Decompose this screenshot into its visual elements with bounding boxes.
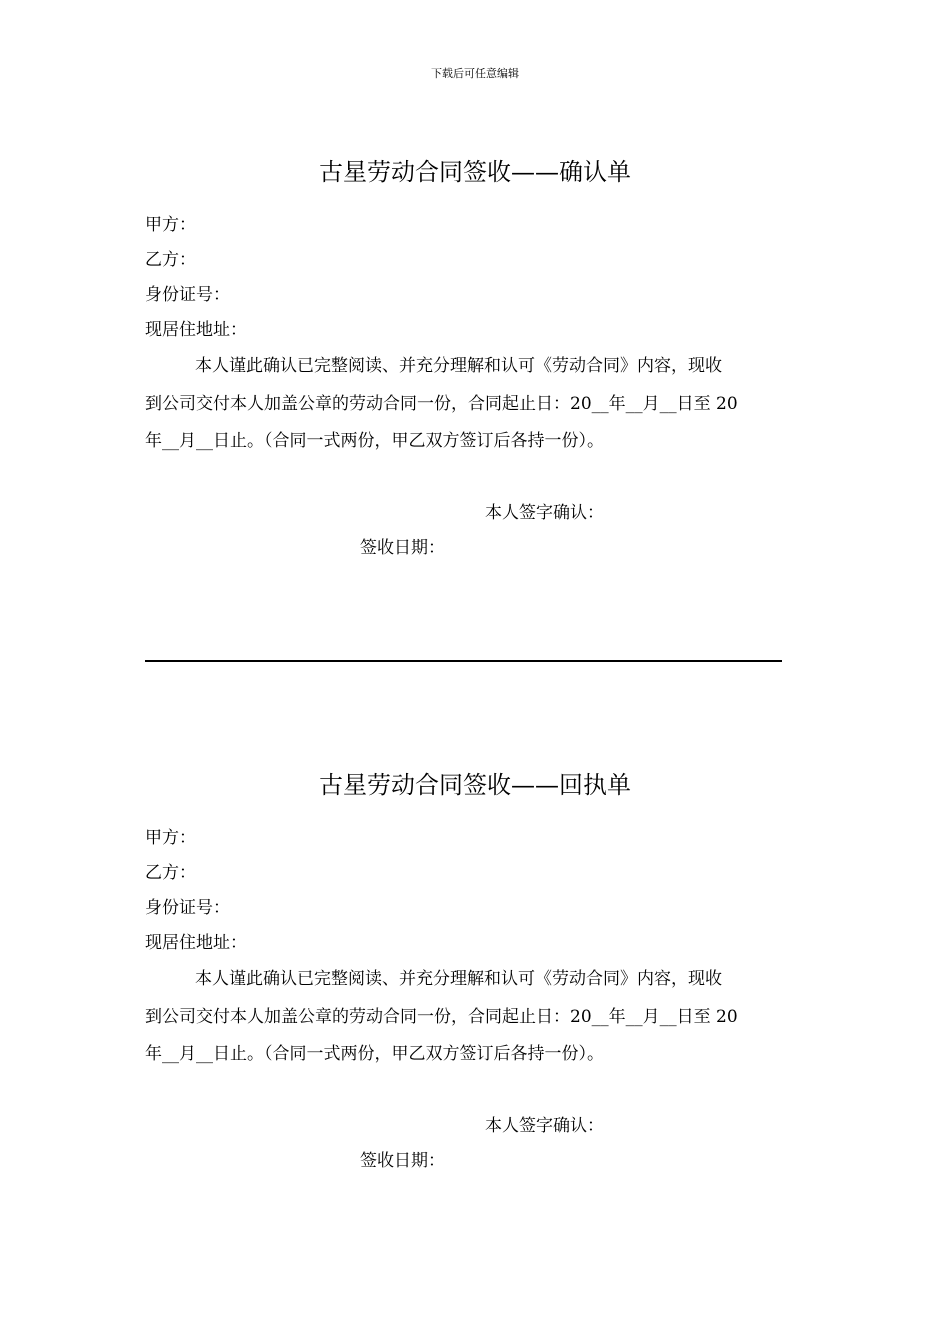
paragraph-line: 本人谨此确认已完整阅读、并充分理解和认可《劳动合同》内容，现收 (195, 969, 722, 989)
address-label: 现居住地址： (145, 933, 247, 953)
paragraph-line: 年__月__日止。（合同一式两份，甲乙双方签订后各持一份）。 (145, 1044, 604, 1064)
date-label: 签收日期： (360, 1151, 445, 1171)
party-b-label: 乙方： (145, 863, 196, 883)
signature-label: 本人签字确认： (485, 503, 604, 523)
paragraph-line: 本人谨此确认已完整阅读、并充分理解和认可《劳动合同》内容，现收 (195, 356, 722, 376)
party-a-label: 甲方： (145, 215, 196, 235)
paragraph-line: 到公司交付本人加盖公章的劳动合同一份，合同起止日：20__年__月__日至 20 (145, 394, 738, 414)
signature-label: 本人签字确认： (485, 1116, 604, 1136)
form-title: 古星劳动合同签收——确认单 (319, 158, 631, 186)
id-number-label: 身份证号： (145, 898, 230, 918)
header-note: 下载后可任意编辑 (431, 67, 519, 80)
date-label: 签收日期： (360, 538, 445, 558)
id-number-label: 身份证号： (145, 285, 230, 305)
party-b-label: 乙方： (145, 250, 196, 270)
paragraph-line: 年__月__日止。（合同一式两份，甲乙双方签订后各持一份）。 (145, 431, 604, 451)
party-a-label: 甲方： (145, 828, 196, 848)
paragraph-line: 到公司交付本人加盖公章的劳动合同一份，合同起止日：20__年__月__日至 20 (145, 1007, 738, 1027)
cut-line-divider (145, 660, 782, 662)
form-title: 古星劳动合同签收——回执单 (319, 771, 631, 799)
address-label: 现居住地址： (145, 320, 247, 340)
